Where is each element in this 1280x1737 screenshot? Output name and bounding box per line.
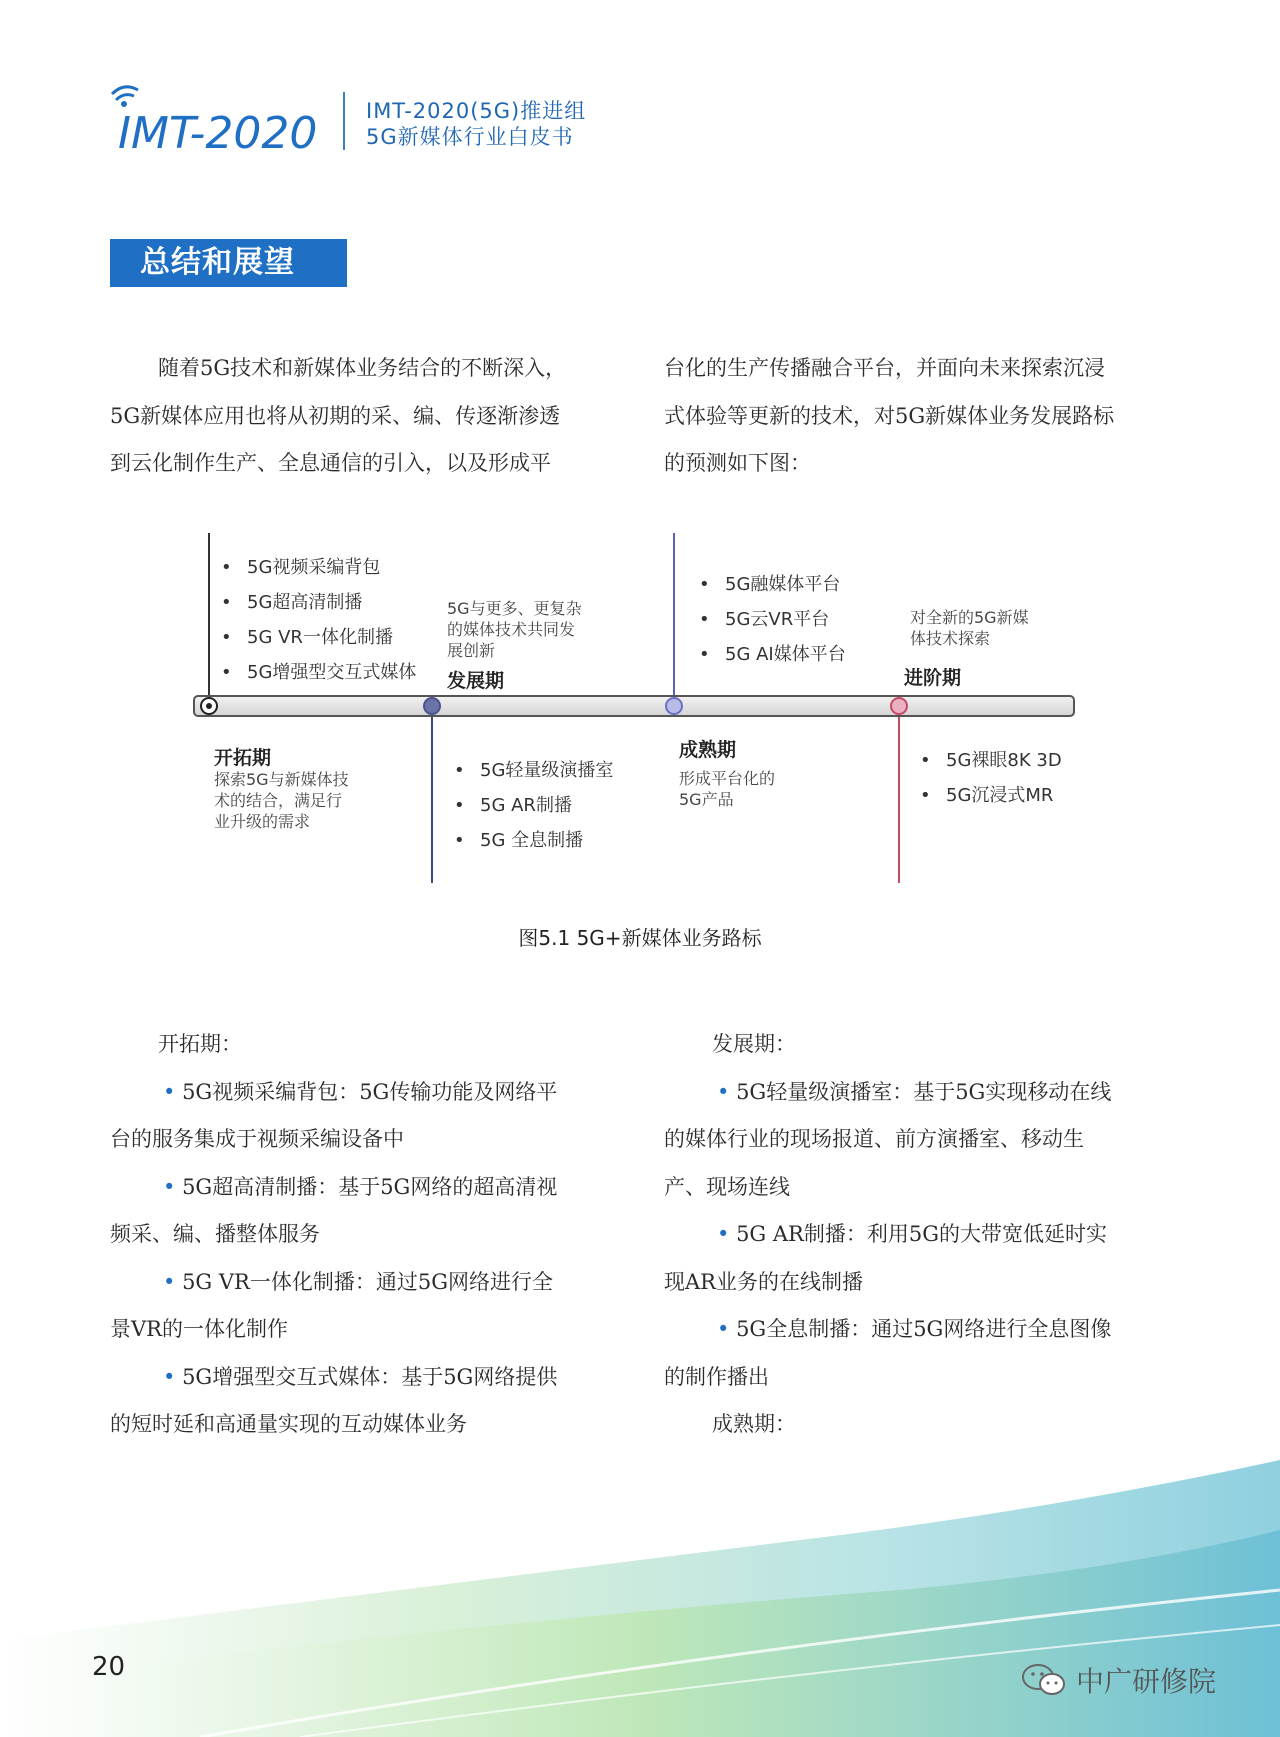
stage2-items [454,753,613,858]
bullet-continuation: 频采、编、播整体服务 [110,1222,320,1246]
stage3-desc [679,768,775,810]
desc-line: 体技术探索 [910,629,991,648]
stage1-items [221,550,416,690]
bullet-paragraph [110,1354,616,1402]
intro-right-line: 式体验等更新的技术，对5G新媒体业务发展路标 [664,403,1115,428]
bullet-paragraph [664,1306,1170,1354]
watermark [1020,1660,1216,1700]
bullet-dot: • [717,1079,737,1104]
bullet-text: 5G增强型交互式媒体：基于5G网络提供 [182,1364,558,1389]
roadmap-figure [186,523,1091,893]
section-heading: 开拓期： [158,1032,242,1056]
bullet-text: 5G视频采编背包：5G传输功能及网络平 [182,1079,558,1104]
list-item: • 5G超高清制播 [221,585,416,620]
list-item: • 5G增强型交互式媒体 [221,655,416,690]
section-title: 总结和展望 [110,239,347,287]
bullet-paragraph [110,1069,616,1117]
stage3-items [699,567,846,672]
intro-left-line: 随着5G技术和新媒体业务结合的不断深入， [158,356,567,380]
list-item: • 5G轻量级演播室 [454,753,613,788]
timeline-bar [194,696,1074,716]
stage1-desc [214,769,349,832]
header-divider [343,92,345,150]
intro-left-column [110,345,616,488]
list-item: • 5G融媒体平台 [699,567,846,602]
stage4-phase: 进阶期 [904,667,962,689]
bullet-continuation: 的媒体行业的现场报道、前方演播室、移动生 [664,1127,1084,1151]
watermark-text: 中广研修院 [1076,1665,1217,1698]
stage2-desc [447,598,582,661]
bullet-text: 5G超高清制播：基于5G网络的超高清视 [182,1174,558,1199]
stage3-phase: 成熟期 [679,739,737,761]
list-item: • 5G沉浸式MR [920,778,1062,813]
bullet-continuation: 台的服务集成于视频采编设备中 [110,1127,404,1151]
list-item: • 5G AI媒体平台 [699,637,846,672]
desc-line: 展创新 [447,641,496,660]
bullet-dot: • [163,1269,183,1294]
desc-line: 术的结合，满足行 [214,791,343,810]
bullet-continuation: 产、现场连线 [664,1174,790,1199]
bullet-paragraph [110,1164,616,1212]
list-item: • 5G云VR平台 [699,602,846,637]
section-heading: 成熟期： [712,1412,796,1436]
desc-line: 对全新的5G新媒 [910,608,1029,627]
section-heading: 发展期： [712,1032,796,1056]
intro-right-column [664,345,1170,488]
stage4-desc [910,607,1029,649]
intro-right-line: 台化的生产传播融合平台，并面向未来探索沉浸 [664,356,1105,380]
bullet-text: 5G全息制播：通过5G网络进行全息图像 [736,1317,1112,1341]
list-item: • 5G裸眼8K 3D [920,743,1062,778]
bullet-paragraph [664,1069,1170,1117]
header-line-1: IMT-2020(5G)推进组 [366,99,587,123]
stage2-marker [424,698,440,714]
stage1-phase: 开拓期 [214,747,272,769]
bullet-continuation: 现AR业务的在线制播 [664,1269,863,1294]
desc-line: 的媒体技术共同发 [447,620,576,639]
stage4-marker [891,698,907,714]
bullet-continuation: 景VR的一体化制作 [110,1317,288,1341]
page-number: 20 [92,1652,126,1682]
bullet-paragraph [110,1259,616,1307]
desc-line: 形成平台化的 [679,769,776,788]
header-line-2: 5G新媒体行业白皮书 [366,125,574,149]
imt2020-logo [104,80,334,160]
bullet-paragraph [664,1211,1170,1259]
lower-left-column [110,1021,616,1449]
intro-left-line: 到云化制作生产、全息通信的引入，以及形成平 [110,451,551,475]
bullet-dot: • [163,1364,183,1389]
logo-text: IMT-2020 [118,108,318,159]
bullet-text: 5G VR一体化制播：通过5G网络进行全 [182,1269,553,1294]
bullet-text: 5G AR制播：利用5G的大带宽低延时实 [736,1222,1107,1246]
intro-left-line: 5G新媒体应用也将从初期的采、编、传逐渐渗透 [110,403,561,428]
lower-right-column [664,1021,1170,1449]
list-item: • 5G视频采编背包 [221,550,416,585]
stage2-phase: 发展期 [447,670,505,692]
desc-line: 业升级的需求 [214,812,311,831]
bullet-dot: • [717,1317,737,1341]
header-title [366,98,586,150]
list-item: • 5G VR一体化制播 [221,620,416,655]
list-item: • 5G AR制播 [454,788,613,823]
bullet-dot: • [163,1174,183,1199]
stage4-items [920,743,1062,813]
stage3-marker [666,698,682,714]
intro-right-line: 的预测如下图： [664,451,811,475]
desc-line: 5G与更多、更复杂 [447,599,582,618]
figure-caption: 图5.1 5G+新媒体业务路标 [518,926,762,950]
bullet-dot: • [163,1079,183,1104]
wechat-icon [1020,1662,1068,1698]
bullet-text: 5G轻量级演播室：基于5G实现移动在线 [736,1079,1112,1104]
bullet-continuation: 的短时延和高通量实现的互动媒体业务 [110,1412,467,1436]
bullet-dot: • [717,1222,737,1246]
list-item: • 5G 全息制播 [454,823,613,858]
desc-line: 5G产品 [679,790,734,809]
bullet-continuation: 的制作播出 [664,1364,769,1389]
desc-line: 探索5G与新媒体技 [214,770,349,789]
